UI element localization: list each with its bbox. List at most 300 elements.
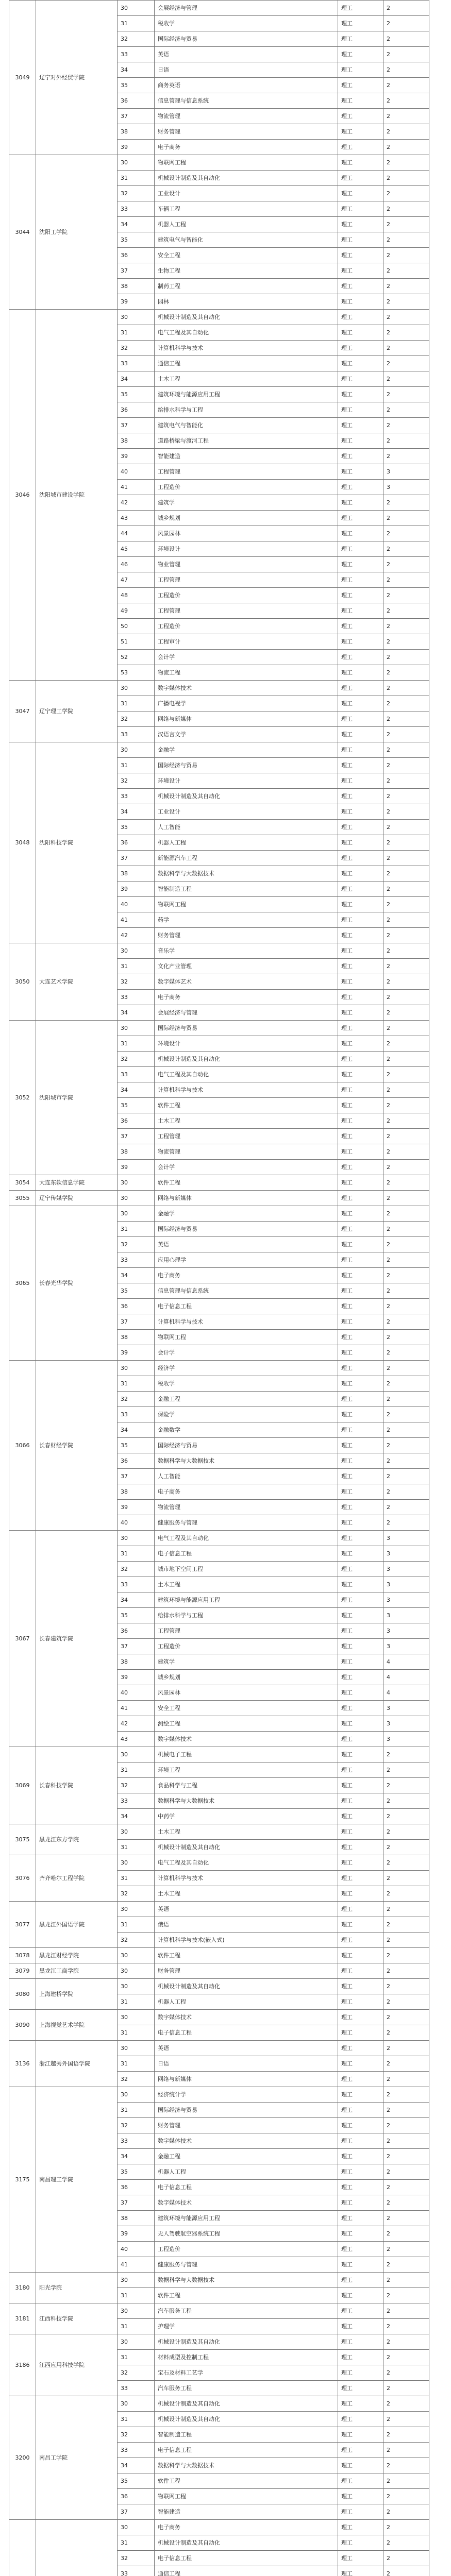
- table-row: [9, 1191, 429, 1206]
- major-category: 理工: [338, 1330, 383, 1345]
- major-name: 电气工程及其自动化: [155, 1531, 338, 1546]
- major-name: 数字媒体技术: [155, 2133, 338, 2149]
- plan-count: 2: [383, 711, 429, 727]
- plan-count: 2: [383, 696, 429, 711]
- major-seq: 30: [118, 1531, 155, 1546]
- major-category: 理工: [338, 541, 383, 557]
- school-code: 3055: [9, 1191, 36, 1206]
- major-category: 理工: [338, 1685, 383, 1701]
- major-name: 工程造价: [155, 588, 338, 603]
- major-category: 理工: [338, 742, 383, 758]
- major-category: 理工: [338, 2396, 383, 2412]
- school-name: 辽宁对外经贸学院: [36, 1, 118, 155]
- school-name: 江西科技学院: [36, 2303, 118, 2334]
- plan-count: 2: [383, 650, 429, 665]
- major-seq: 34: [118, 217, 155, 232]
- plan-count: 2: [383, 2273, 429, 2288]
- plan-count: 3: [383, 1562, 429, 1577]
- major-seq: 40: [118, 1515, 155, 1531]
- plan-count: 2: [383, 2535, 429, 2551]
- plan-count: 2: [383, 31, 429, 47]
- major-category: 理工: [338, 2427, 383, 2443]
- plan-count: 3: [383, 480, 429, 495]
- major-category: 理工: [338, 2288, 383, 2303]
- plan-count: 2: [383, 2566, 429, 2576]
- plan-count: 3: [383, 1623, 429, 1639]
- major-seq: 32: [118, 711, 155, 727]
- major-category: 理工: [338, 2381, 383, 2396]
- major-category: 理工: [338, 1871, 383, 1886]
- school-name: 齐齐哈尔工程学院: [36, 1855, 118, 1902]
- major-seq: 34: [118, 1005, 155, 1021]
- plan-count: 2: [383, 588, 429, 603]
- major-category: 理工: [338, 557, 383, 572]
- major-seq: 36: [118, 402, 155, 418]
- major-seq: 37: [118, 1639, 155, 1654]
- major-category: 理工: [338, 804, 383, 820]
- major-category: 理工: [338, 1005, 383, 1021]
- major-category: 理工: [338, 1793, 383, 1809]
- major-category: 理工: [338, 387, 383, 402]
- major-seq: 35: [118, 1608, 155, 1623]
- school-code: 3054: [9, 1175, 36, 1191]
- major-name: 电子商务: [155, 990, 338, 1005]
- major-name: 机械设计制造及其自动化: [155, 1052, 338, 1067]
- plan-count: 2: [383, 2319, 429, 2334]
- major-seq: 32: [118, 31, 155, 47]
- table-row: [9, 1979, 429, 1994]
- major-seq: 30: [118, 1963, 155, 1979]
- major-seq: 37: [118, 1314, 155, 1330]
- major-seq: 31: [118, 1376, 155, 1392]
- table-row: [9, 943, 429, 959]
- major-seq: 41: [118, 912, 155, 928]
- table-row: [9, 742, 429, 758]
- major-category: 理工: [338, 1623, 383, 1639]
- school-name: 黑龙江工商学院: [36, 1963, 118, 1979]
- plan-count: 2: [383, 1036, 429, 1052]
- major-seq: 32: [118, 2551, 155, 2566]
- major-category: 理工: [338, 449, 383, 464]
- plan-count: 2: [383, 1082, 429, 1098]
- plan-count: 2: [383, 2195, 429, 2211]
- major-category: 理工: [338, 2025, 383, 2041]
- major-seq: 35: [118, 2164, 155, 2180]
- plan-count: 3: [383, 1592, 429, 1608]
- major-name: 机械电子工程: [155, 1747, 338, 1762]
- plan-count: 2: [383, 232, 429, 248]
- major-category: 理工: [338, 1608, 383, 1623]
- plan-count: 2: [383, 773, 429, 789]
- major-seq: 39: [118, 1670, 155, 1685]
- major-name: 土木工程: [155, 371, 338, 387]
- major-category: 理工: [338, 1855, 383, 1871]
- school-code: 3076: [9, 1855, 36, 1902]
- major-seq: 39: [118, 1160, 155, 1175]
- major-category: 理工: [338, 2211, 383, 2226]
- major-seq: 30: [118, 1855, 155, 1871]
- major-category: 理工: [338, 2551, 383, 2566]
- plan-count: 2: [383, 2242, 429, 2257]
- major-category: 理工: [338, 1948, 383, 1963]
- plan-count: 2: [383, 2520, 429, 2535]
- school-name: 黑龙江东方学院: [36, 1824, 118, 1855]
- major-category: 理工: [338, 1809, 383, 1824]
- major-seq: 38: [118, 1330, 155, 1345]
- school-code: 3052: [9, 1021, 36, 1175]
- plan-count: 2: [383, 2381, 429, 2396]
- major-name: 工程审计: [155, 634, 338, 650]
- major-name: 软件工程: [155, 1948, 338, 1963]
- major-seq: 30: [118, 1175, 155, 1191]
- major-category: 理工: [338, 1654, 383, 1670]
- plan-count: 2: [383, 1067, 429, 1082]
- major-name: 音乐学: [155, 943, 338, 959]
- plan-count: 2: [383, 1005, 429, 1021]
- plan-count: 2: [383, 526, 429, 541]
- major-category: 理工: [338, 2087, 383, 2103]
- major-name: 机器人工程: [155, 2164, 338, 2180]
- plan-count: 2: [383, 201, 429, 217]
- major-seq: 30: [118, 943, 155, 959]
- plan-count: 2: [383, 2473, 429, 2489]
- major-category: 理工: [338, 727, 383, 742]
- major-name: 建筑电气与智能化: [155, 232, 338, 248]
- school-name: 黑龙江外国语学院: [36, 1902, 118, 1948]
- major-category: 理工: [338, 974, 383, 990]
- major-category: 理工: [338, 758, 383, 773]
- table-row: [9, 1902, 429, 1917]
- major-seq: 31: [118, 1222, 155, 1237]
- major-name: 城乡规划: [155, 511, 338, 526]
- major-seq: 30: [118, 2334, 155, 2350]
- school-code: 3065: [9, 1206, 36, 1361]
- major-seq: 31: [118, 325, 155, 341]
- major-category: 理工: [338, 943, 383, 959]
- major-category: 理工: [338, 1716, 383, 1732]
- major-name: 会展经济与管理: [155, 1005, 338, 1021]
- major-seq: 30: [118, 742, 155, 758]
- plan-count: 2: [383, 155, 429, 171]
- major-name: 数字媒体技术: [155, 2195, 338, 2211]
- major-category: 理工: [338, 2535, 383, 2551]
- plan-count: 2: [383, 279, 429, 294]
- major-category: 理工: [338, 2242, 383, 2257]
- major-category: 理工: [338, 310, 383, 325]
- plan-count: 2: [383, 572, 429, 588]
- major-seq: 31: [118, 2025, 155, 2041]
- major-seq: 38: [118, 1484, 155, 1500]
- major-seq: 35: [118, 820, 155, 835]
- school-code: 3069: [9, 1747, 36, 1824]
- major-category: 理工: [338, 1098, 383, 1113]
- major-table: [9, 0, 429, 2576]
- major-category: 理工: [338, 2443, 383, 2458]
- major-seq: 38: [118, 1144, 155, 1160]
- major-name: 健康服务与管理: [155, 2257, 338, 2273]
- major-seq: 35: [118, 2473, 155, 2489]
- major-seq: 41: [118, 480, 155, 495]
- major-name: 物流工程: [155, 665, 338, 681]
- major-category: 理工: [338, 1902, 383, 1917]
- plan-count: 2: [383, 2334, 429, 2350]
- plan-count: 2: [383, 78, 429, 93]
- major-category: 理工: [338, 2334, 383, 2350]
- major-name: 工程管理: [155, 1623, 338, 1639]
- major-name: 会展经济与管理: [155, 1, 338, 16]
- major-seq: 30: [118, 155, 155, 171]
- major-seq: 34: [118, 2458, 155, 2473]
- plan-count: 2: [383, 665, 429, 681]
- major-category: 理工: [338, 1314, 383, 1330]
- plan-count: 3: [383, 1716, 429, 1732]
- plan-count: 2: [383, 2056, 429, 2072]
- school-name: 长春建筑学院: [36, 1531, 118, 1747]
- plan-count: 2: [383, 1392, 429, 1407]
- major-category: 理工: [338, 1994, 383, 2010]
- plan-count: 2: [383, 511, 429, 526]
- major-category: 理工: [338, 2149, 383, 2164]
- major-category: 理工: [338, 1592, 383, 1608]
- plan-count: 2: [383, 387, 429, 402]
- major-category: 理工: [338, 2566, 383, 2576]
- school-name: 沈阳科技学院: [36, 742, 118, 943]
- major-category: 理工: [338, 1376, 383, 1392]
- school-name: 南昌理工学院: [36, 2087, 118, 2273]
- major-category: 理工: [338, 2365, 383, 2381]
- major-seq: 30: [118, 1191, 155, 1206]
- major-name: 计算机科学与技术: [155, 1082, 338, 1098]
- plan-count: 2: [383, 325, 429, 341]
- major-name: 人工智能: [155, 1469, 338, 1484]
- major-name: 机械设计制造及其自动化: [155, 1979, 338, 1994]
- major-name: 电子信息工程: [155, 1299, 338, 1314]
- plan-count: 2: [383, 140, 429, 155]
- major-category: 理工: [338, 2056, 383, 2072]
- major-seq: 37: [118, 1469, 155, 1484]
- major-name: 道路桥梁与渡河工程: [155, 433, 338, 449]
- major-seq: 43: [118, 511, 155, 526]
- plan-count: 2: [383, 371, 429, 387]
- plan-count: 2: [383, 2350, 429, 2365]
- major-name: 汉语言文学: [155, 727, 338, 742]
- plan-count: 2: [383, 681, 429, 696]
- major-category: 理工: [338, 1206, 383, 1222]
- major-name: 通信工程: [155, 2566, 338, 2576]
- major-seq: 30: [118, 1206, 155, 1222]
- major-name: 环境设计: [155, 773, 338, 789]
- major-seq: 30: [118, 1361, 155, 1376]
- major-seq: 37: [118, 109, 155, 124]
- major-name: 国际经济与贸易: [155, 31, 338, 47]
- major-category: 理工: [338, 155, 383, 171]
- plan-count: 2: [383, 1453, 429, 1469]
- major-name: 计算机科学与技术(嵌入式): [155, 1933, 338, 1948]
- major-seq: 32: [118, 1052, 155, 1067]
- plan-count: 2: [383, 294, 429, 310]
- major-category: 理工: [338, 1422, 383, 1438]
- major-category: 理工: [338, 572, 383, 588]
- major-name: 税收学: [155, 1376, 338, 1392]
- major-seq: 34: [118, 1268, 155, 1283]
- major-category: 理工: [338, 2504, 383, 2520]
- plan-count: 2: [383, 402, 429, 418]
- major-seq: 31: [118, 1036, 155, 1052]
- plan-count: 2: [383, 1206, 429, 1222]
- major-seq: 34: [118, 1422, 155, 1438]
- major-seq: 30: [118, 2087, 155, 2103]
- major-name: 建筑学: [155, 495, 338, 511]
- major-seq: 31: [118, 171, 155, 186]
- major-category: 理工: [338, 402, 383, 418]
- major-name: 机械设计制造及其自动化: [155, 2412, 338, 2427]
- major-category: 理工: [338, 1175, 383, 1191]
- school-code: 3046: [9, 310, 36, 681]
- major-name: 国际经济与贸易: [155, 758, 338, 773]
- plan-count: 2: [383, 124, 429, 140]
- major-seq: 32: [118, 186, 155, 201]
- major-seq: 32: [118, 1778, 155, 1793]
- major-seq: 30: [118, 1948, 155, 1963]
- major-category: 理工: [338, 1361, 383, 1376]
- major-seq: 30: [118, 2396, 155, 2412]
- major-category: 理工: [338, 1577, 383, 1592]
- major-name: 建筑学: [155, 1654, 338, 1670]
- major-category: 理工: [338, 1963, 383, 1979]
- major-name: 物联网工程: [155, 897, 338, 912]
- major-seq: 38: [118, 124, 155, 140]
- plan-count: 2: [383, 2164, 429, 2180]
- major-seq: 48: [118, 588, 155, 603]
- plan-count: 2: [383, 2551, 429, 2566]
- plan-count: 2: [383, 2025, 429, 2041]
- table-row: [9, 1021, 429, 1036]
- major-category: 理工: [338, 1732, 383, 1747]
- plan-count: 2: [383, 866, 429, 882]
- major-category: 理工: [338, 1036, 383, 1052]
- major-seq: 33: [118, 1577, 155, 1592]
- major-category: 理工: [338, 773, 383, 789]
- plan-count: 2: [383, 2211, 429, 2226]
- major-seq: 32: [118, 2118, 155, 2133]
- plan-count: 2: [383, 2443, 429, 2458]
- table-row: [9, 2303, 429, 2319]
- major-category: 理工: [338, 186, 383, 201]
- major-name: 财务管理: [155, 124, 338, 140]
- major-category: 理工: [338, 1933, 383, 1948]
- major-category: 理工: [338, 1453, 383, 1469]
- major-name: 网络与新媒体: [155, 711, 338, 727]
- major-seq: 33: [118, 789, 155, 804]
- major-category: 理工: [338, 1407, 383, 1422]
- major-seq: 36: [118, 248, 155, 263]
- major-name: 电气工程及其自动化: [155, 325, 338, 341]
- major-category: 理工: [338, 1438, 383, 1453]
- major-category: 理工: [338, 619, 383, 634]
- plan-count: 2: [383, 2288, 429, 2303]
- major-name: 物联网工程: [155, 155, 338, 171]
- plan-count: 2: [383, 1345, 429, 1361]
- major-category: 理工: [338, 1067, 383, 1082]
- school-name: 上海建桥学院: [36, 1979, 118, 2010]
- major-name: 电子商务: [155, 2520, 338, 2535]
- major-category: 理工: [338, 2350, 383, 2365]
- major-seq: 31: [118, 2103, 155, 2118]
- major-name: 网络与新媒体: [155, 2072, 338, 2087]
- table-row: [9, 1206, 429, 1222]
- major-category: 理工: [338, 1917, 383, 1933]
- plan-count: 2: [383, 727, 429, 742]
- major-name: 物联网工程: [155, 1330, 338, 1345]
- major-name: 物流管理: [155, 1144, 338, 1160]
- major-seq: 33: [118, 2133, 155, 2149]
- major-name: 税收学: [155, 16, 338, 31]
- plan-count: 2: [383, 603, 429, 619]
- plan-count: 2: [383, 1361, 429, 1376]
- major-name: 物流管理: [155, 109, 338, 124]
- plan-count: 2: [383, 2103, 429, 2118]
- plan-count: 2: [383, 2149, 429, 2164]
- major-category: 理工: [338, 851, 383, 866]
- major-name: 工程造价: [155, 1639, 338, 1654]
- major-name: 健康服务与管理: [155, 1515, 338, 1531]
- major-name: 广播电视学: [155, 696, 338, 711]
- major-category: 理工: [338, 897, 383, 912]
- major-seq: 31: [118, 2056, 155, 2072]
- major-name: 物业管理: [155, 557, 338, 572]
- school-code: 3181: [9, 2303, 36, 2334]
- plan-count: 2: [383, 541, 429, 557]
- major-seq: 30: [118, 1747, 155, 1762]
- major-name: 软件工程: [155, 2288, 338, 2303]
- major-seq: 34: [118, 1592, 155, 1608]
- major-seq: 39: [118, 1345, 155, 1361]
- major-category: 理工: [338, 588, 383, 603]
- major-seq: 50: [118, 619, 155, 634]
- major-seq: 31: [118, 2535, 155, 2551]
- major-name: 经济学: [155, 1361, 338, 1376]
- major-name: 网络与新媒体: [155, 1191, 338, 1206]
- major-seq: 35: [118, 78, 155, 93]
- major-category: 理工: [338, 1778, 383, 1793]
- plan-count: 2: [383, 974, 429, 990]
- major-name: 土木工程: [155, 1577, 338, 1592]
- major-category: 理工: [338, 2473, 383, 2489]
- school-name: 上海视觉艺术学院: [36, 2010, 118, 2041]
- major-name: 车辆工程: [155, 201, 338, 217]
- major-name: 环境工程: [155, 1762, 338, 1778]
- major-category: 理工: [338, 2273, 383, 2288]
- major-name: 会计学: [155, 650, 338, 665]
- major-category: 理工: [338, 2520, 383, 2535]
- plan-count: 2: [383, 789, 429, 804]
- major-name: 中药学: [155, 1809, 338, 1824]
- major-name: 电子信息工程: [155, 2025, 338, 2041]
- plan-count: 2: [383, 109, 429, 124]
- school-name: 浙江越秀外国语学院: [36, 2041, 118, 2087]
- major-seq: 36: [118, 1453, 155, 1469]
- major-name: 机械设计制造及其自动化: [155, 2334, 338, 2350]
- major-category: 理工: [338, 31, 383, 47]
- major-name: 软件工程: [155, 1098, 338, 1113]
- plan-count: 3: [383, 1608, 429, 1623]
- major-seq: 32: [118, 341, 155, 356]
- major-name: 国际经济与贸易: [155, 1222, 338, 1237]
- major-seq: 31: [118, 1546, 155, 1562]
- major-name: 国际经济与贸易: [155, 1438, 338, 1453]
- plan-count: 2: [383, 959, 429, 974]
- major-name: 物流管理: [155, 1500, 338, 1515]
